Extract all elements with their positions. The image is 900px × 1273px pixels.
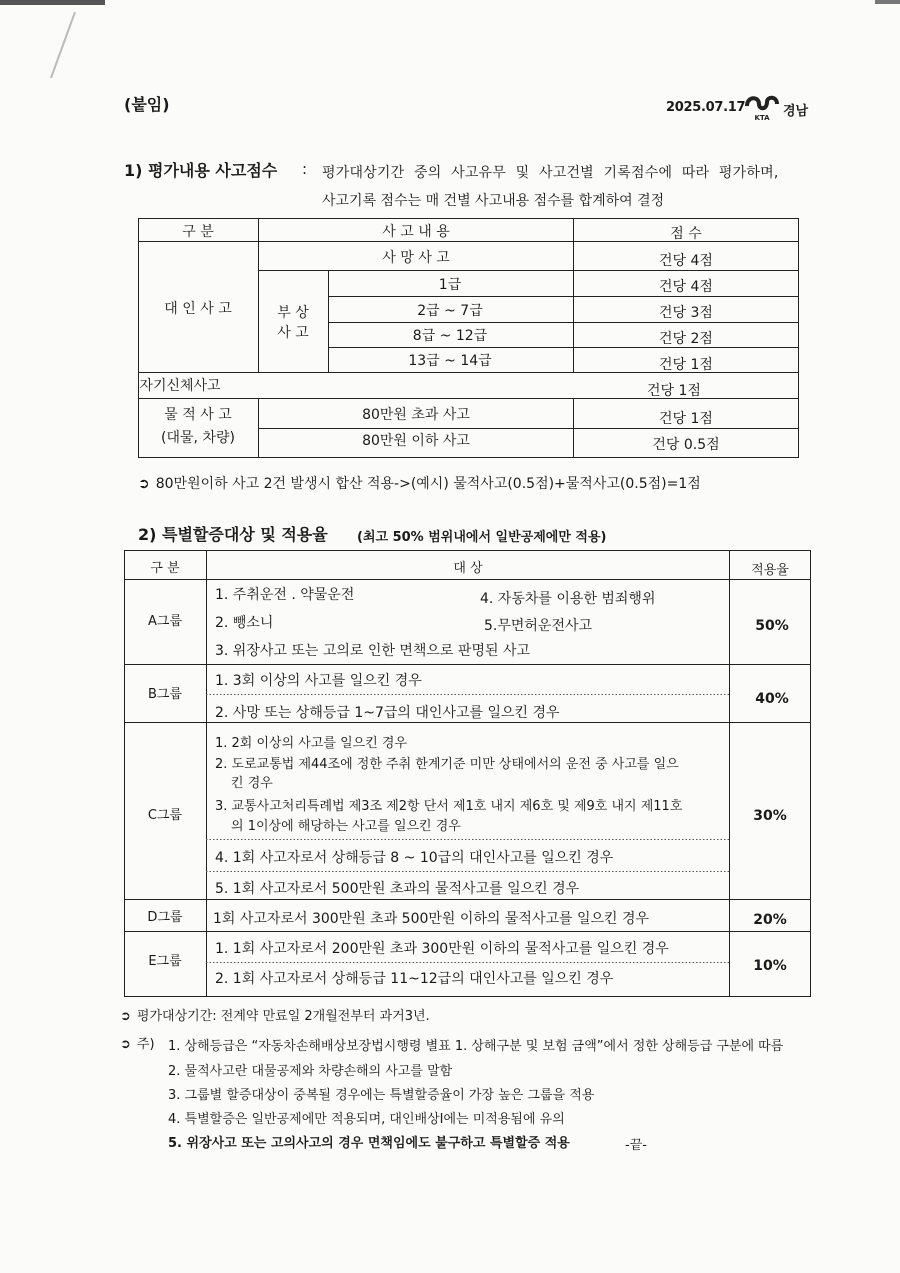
group-e-item: 2. 1회 사고자로서 상해등급 11~12급의 대인사고를 일으킨 경우 — [215, 971, 614, 987]
accident-score-table — [138, 218, 799, 458]
region-label: 경남 — [783, 104, 809, 119]
injury-score: 건당 2점 — [659, 331, 713, 347]
group-b-item: 2. 사망 또는 상해등급 1~7급의 대인사고를 일으킨 경우 — [215, 705, 560, 721]
surcharge-table — [124, 550, 811, 997]
arrow-icon: ➲ — [138, 476, 150, 492]
group-c-name: C그룹 — [147, 808, 183, 823]
death-label: 사 망 사 고 — [382, 250, 450, 266]
group-d-name: D그룹 — [147, 910, 183, 925]
injury-label-line2: 사 고 — [277, 325, 309, 341]
note-item: 1. 상해등급은 “자동차손해배상보장법시행령 별표 1. 상해구분 및 보험 금액”에서 정한 상해등급 구분에 따름 — [168, 1039, 784, 1054]
property-content: 80만원 초과 사고 — [362, 407, 470, 423]
note-item: 4. 특별할증은 일반공제에만 적용되며, 대인배상Ⅰ에는 미적용됨에 유의 — [168, 1112, 565, 1127]
self-injury-score: 건당 1점 — [647, 383, 701, 399]
injury-grade: 1급 — [438, 277, 462, 293]
group-b-rate: 40% — [755, 691, 789, 707]
section1-colon: : — [302, 160, 308, 178]
section1-note: ➲ 80만원이하 사고 2건 발생시 합산 적용->(예시) 물적사고(0.5점)+물적사고(0.5점)=1점 — [138, 476, 701, 492]
header-content: 사 고 내 용 — [382, 224, 450, 240]
group-c-rate: 30% — [753, 808, 787, 824]
section1-description-line2: 사고기록 점수는 매 건별 사고내용 점수를 합계하여 결정 — [322, 193, 665, 209]
group-a-item: 5.무면허운전사고 — [484, 618, 593, 634]
header-score: 점 수 — [670, 226, 702, 242]
property-score: 건당 0.5점 — [652, 437, 720, 453]
scan-scratch — [50, 12, 76, 78]
group-c-item: 1. 2회 이상의 사고를 일으킨 경우 — [215, 736, 408, 751]
header-group: 구 분 — [150, 561, 180, 576]
group-c-item: 3. 교통사고처리특례법 제3조 제2항 단서 제1호 내지 제6호 및 제9호 내지 제11호 — [215, 799, 683, 814]
section1-description-line1: 평가대상기간 중의 사고유무 및 사고건별 기록점수에 따라 평가하며, — [322, 165, 779, 181]
personal-injury-label: 대 인 사 고 — [164, 301, 232, 317]
arrow-icon: ➲ — [120, 1037, 131, 1052]
group-d-item: 1회 사고자로서 300만원 초과 500만원 이하의 물적사고를 일으킨 경우 — [213, 911, 650, 927]
group-a-item: 2. 뺑소니 — [215, 615, 274, 631]
section2-title: 2) 특별할증대상 및 적용율 — [138, 525, 328, 544]
group-a-item: 4. 자동차를 이용한 범죄행위 — [480, 591, 656, 607]
group-c-item: 2. 도로교통법 제44조에 정한 주취 한계기준 미만 상태에서의 운전 중 사고를 일으 — [215, 757, 679, 772]
header-target: 대 상 — [453, 561, 483, 576]
end-mark: -끝- — [625, 1138, 647, 1153]
death-score: 건당 4점 — [659, 253, 713, 269]
header-category: 구 분 — [182, 224, 214, 240]
scan-edge-mark — [0, 0, 105, 5]
group-a-rate: 50% — [755, 618, 789, 634]
property-score: 건당 1점 — [659, 411, 713, 427]
period-note: ➲ 평가대상기간: 전계약 만료일 2개월전부터 과거3년. — [120, 1009, 430, 1024]
note-item: 2. 물적사고란 대물공제와 차량손해의 사고를 말함 — [168, 1064, 453, 1079]
group-d-rate: 20% — [753, 912, 787, 928]
note-item-emphasis: 5. 위장사고 또는 고의사고의 경우 면책임에도 불구하고 특별할증 적용 — [168, 1136, 570, 1151]
group-c-item: 5. 1회 사고자로서 500만원 초과의 물적사고를 일으킨 경우 — [215, 881, 580, 897]
scan-edge-mark — [875, 0, 900, 4]
notes-prefix: ➲ 주) — [120, 1037, 155, 1052]
note-item: 3. 그룹별 할증대상이 중복될 경우에는 특별할증율이 가장 높은 그룹을 적용 — [168, 1088, 595, 1103]
group-b-item: 1. 3회 이상의 사고를 일으킨 경우 — [215, 673, 422, 689]
group-e-name: E그룹 — [148, 954, 182, 969]
group-a-name: A그룹 — [147, 614, 183, 629]
attachment-label: (붙임) — [124, 95, 170, 114]
group-b-name: B그룹 — [147, 687, 183, 702]
injury-score: 건당 3점 — [659, 305, 713, 321]
property-label-line1: 물 적 사 고 — [164, 407, 232, 423]
logo-text: KTA — [754, 114, 770, 122]
injury-grade: 2급 ~ 7급 — [417, 303, 483, 319]
group-a-item: 3. 위장사고 또는 고의로 인한 면책으로 판명된 사고 — [215, 643, 530, 659]
group-c-item: 4. 1회 사고자로서 상해등급 8 ~ 10급의 대인사고를 일으킨 경우 — [215, 850, 614, 866]
group-c-item-cont: 킨 경우 — [231, 776, 273, 791]
injury-grade: 13급 ~ 14급 — [408, 353, 492, 369]
injury-grade: 8급 ~ 12급 — [412, 328, 488, 344]
self-injury-label: 자기신체사고 — [139, 378, 221, 394]
document-date: 2025.07.17 — [666, 100, 746, 115]
kta-logo — [743, 92, 781, 122]
group-e-item: 1. 1회 사고자로서 200만원 초과 300만원 이하의 물적사고를 일으킨 경우 — [215, 941, 669, 957]
injury-label-line1: 부 상 — [277, 305, 309, 321]
group-a-item: 1. 주취운전 . 약물운전 — [215, 587, 355, 603]
section1-title: 1) 평가내용 사고점수 — [124, 161, 278, 180]
injury-score: 건당 1점 — [659, 357, 713, 373]
header-rate: 적용율 — [751, 563, 789, 578]
property-content: 80만원 이하 사고 — [362, 433, 470, 449]
group-e-rate: 10% — [753, 958, 787, 974]
arrow-icon: ➲ — [120, 1009, 131, 1024]
property-label-line2: (대물, 차량) — [161, 430, 235, 446]
injury-score: 건당 4점 — [659, 279, 713, 295]
section2-subtitle: (최고 50% 범위내에서 일반공제에만 적용) — [357, 530, 607, 545]
group-c-item-cont: 의 1이상에 해당하는 사고를 일으킨 경우 — [231, 819, 461, 834]
